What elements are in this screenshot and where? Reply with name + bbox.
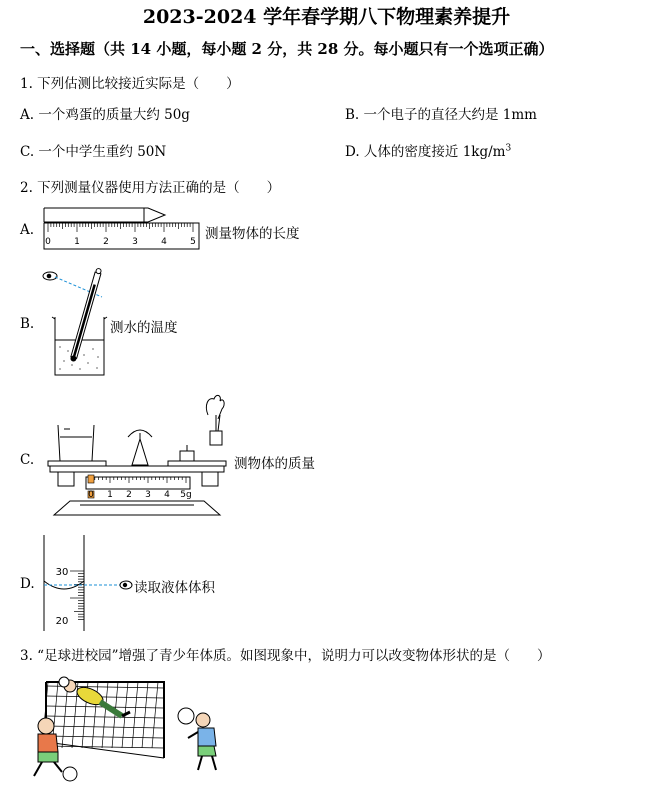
eye-icon [120, 581, 132, 589]
page-title: 2023-2024 学年春学期八下物理素养提升 [142, 6, 511, 28]
ruler-tick-label-3: 3 [132, 237, 138, 247]
cylinder-tick-label-30: 30 [55, 567, 69, 578]
question-2-stem: 2. 下列测量仪器使用方法正确的是（ ） [20, 180, 281, 196]
q2-option-a-caption: 测量物体的长度 [205, 226, 300, 242]
scale-tick-label-5: 5g [180, 490, 192, 500]
section-heading: 一、选择题（共 14 小题，每小题 2 分，共 28 分。每小题只有一个选项正确） [20, 40, 554, 58]
question-1-stem: 1. 下列估测比较接近实际是（ ） [20, 76, 240, 92]
football-scene-figure [18, 672, 243, 797]
q2-option-d-label: D. [20, 576, 35, 592]
net-line [102, 682, 108, 748]
scale-tick-label-1: 1 [107, 490, 113, 500]
q2-option-d-caption: 读取液体体积 [134, 580, 215, 596]
q1-option-a: A. 一个鸡蛋的质量大约 50g [20, 107, 190, 123]
q2-option-c-caption: 测物体的质量 [234, 456, 315, 472]
ruler-figure [40, 205, 205, 250]
eye-icon [43, 272, 57, 280]
question-3-stem: 3. “足球进校园”增强了青少年体质。如图现象中，说明力可以改变物体形状的是（ ） [20, 648, 551, 664]
net-line [46, 736, 164, 738]
thermometer-figure [40, 265, 115, 380]
q1-option-c: C. 一个中学生重约 50N [20, 144, 167, 160]
net-line [132, 682, 138, 748]
q1-option-b: B. 一个电子的直径大约是 1mm [345, 107, 537, 123]
q2-option-b-caption: 测水的温度 [110, 320, 178, 336]
net-line [142, 682, 148, 748]
scale-tick-label-3: 3 [145, 490, 151, 500]
ruler-tick-label-0: 0 [45, 237, 51, 247]
q2-option-a-label: A. [20, 222, 35, 238]
q2-option-b-label: B. [20, 316, 35, 332]
q1-option-d: D. 人体的密度接近 $1kg/m^3$ [345, 143, 512, 160]
ruler-tick-label-2: 2 [103, 237, 109, 247]
balance-figure [40, 393, 235, 523]
q2-option-c-label: C. [20, 452, 35, 468]
scale-tick-label-4: 4 [164, 490, 170, 500]
net-line [46, 746, 164, 748]
ruler-tick-label-1: 1 [74, 237, 80, 247]
scale-tick-label-2: 2 [126, 490, 132, 500]
ruler-tick-label-5: 5 [190, 237, 196, 247]
net-line [62, 682, 68, 748]
cylinder-tick-label-20: 20 [55, 616, 69, 627]
cylinder-figure [40, 535, 140, 633]
scale-tick-label-0: 0 [88, 490, 94, 500]
ruler-tick-label-4: 4 [161, 237, 167, 247]
